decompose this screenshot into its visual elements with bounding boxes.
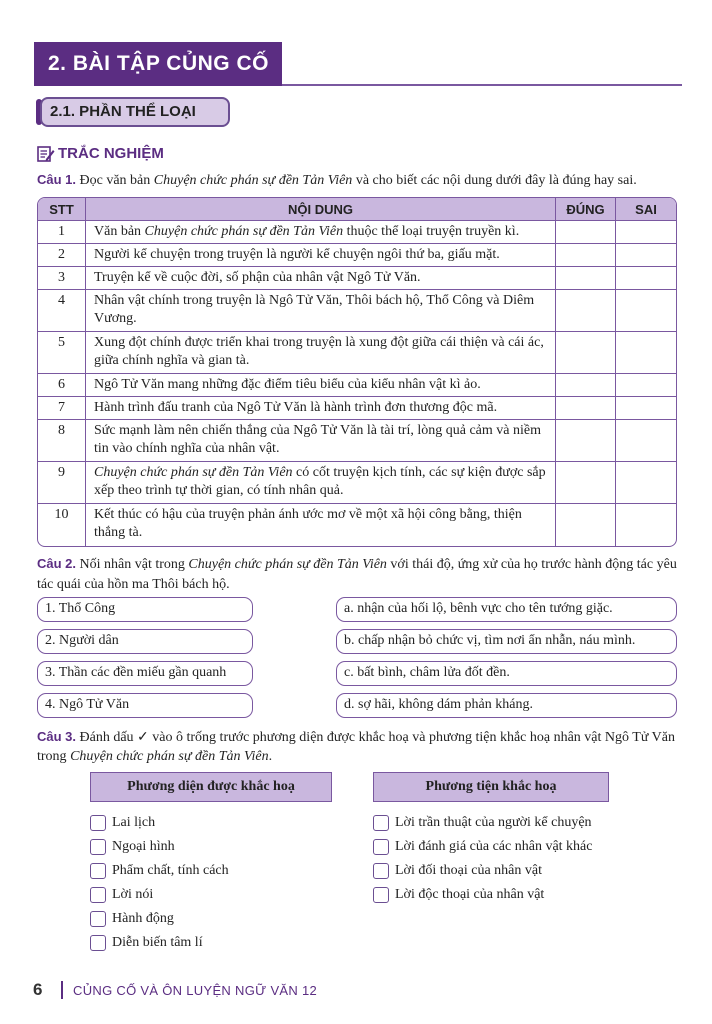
match-right-a[interactable]: a. nhận của hối lộ, bênh vực cho tên tướng giặc.: [336, 597, 677, 622]
table-row: [38, 374, 676, 397]
table-row: [38, 267, 676, 290]
book-title: CỦNG CỐ VÀ ÔN LUYỆN NGỮ VĂN 12: [73, 983, 318, 998]
row-number: 8: [38, 420, 86, 462]
row-content: [86, 221, 556, 244]
content-text: Truyện kể về cuộc đời, số phận của nhân vật Ngô Tử Văn.: [94, 270, 421, 285]
question-3-text-end: .: [268, 749, 273, 764]
table-row: [38, 221, 676, 244]
row-content: [86, 267, 556, 290]
row-number: 4: [38, 290, 86, 332]
means-options: [373, 811, 673, 907]
header-true: ĐÚNG: [556, 198, 616, 221]
option-label: Phẩm chất, tính cách: [112, 863, 229, 878]
content-title: Chuyện chức phán sự đền Tản Viên: [94, 465, 293, 480]
section-rule: [282, 84, 682, 86]
question-2-text: Nối nhân vật trong: [79, 557, 189, 572]
means-header: Phương tiện khắc hoạ: [373, 772, 609, 802]
content-title: Chuyện chức phán sự đền Tản Viên: [144, 224, 344, 239]
match-right-b[interactable]: b. chấp nhận bỏ chức vị, tìm nơi ẩn nhẫn, náu mình.: [336, 629, 677, 654]
row-content: [86, 420, 556, 462]
false-cell[interactable]: [616, 244, 676, 267]
footer-divider: [61, 981, 63, 999]
row-number: 3: [38, 267, 86, 290]
true-cell[interactable]: [556, 267, 616, 290]
row-content: [86, 374, 556, 397]
header-content: NỘI DUNG: [86, 198, 556, 221]
question-3: [37, 727, 682, 766]
question-1-title: Chuyện chức phán sự đền Tản Viên: [153, 173, 353, 188]
row-content: [86, 504, 556, 546]
row-number: 6: [38, 374, 86, 397]
checkbox[interactable]: [90, 839, 106, 855]
question-1: [37, 170, 682, 190]
means-option-3[interactable]: [373, 859, 673, 883]
table-row: [38, 420, 676, 462]
checkbox[interactable]: [90, 911, 106, 927]
true-cell[interactable]: [556, 221, 616, 244]
false-cell[interactable]: [616, 290, 676, 332]
header-stt: STT: [38, 198, 86, 221]
match-left-3[interactable]: 3. Thần các đền miếu gần quanh: [37, 661, 253, 686]
true-cell[interactable]: [556, 420, 616, 462]
true-false-table: [37, 197, 677, 547]
pencil-note-icon: [37, 145, 55, 163]
aspect-option-5[interactable]: [90, 907, 330, 931]
means-option-1[interactable]: [373, 811, 673, 835]
content-text: Người kể chuyện trong truyện là người kể chuyện ngôi thứ ba, giấu mặt.: [94, 247, 500, 262]
true-cell[interactable]: [556, 462, 616, 504]
match-right-c[interactable]: c. bất bình, châm lửa đốt đền.: [336, 661, 677, 686]
means-option-2[interactable]: [373, 835, 673, 859]
match-right-d[interactable]: d. sợ hãi, không dám phản kháng.: [336, 693, 677, 718]
table-row: [38, 504, 676, 546]
option-label: Lời nói: [112, 887, 154, 902]
question-2-text-end: với thái độ, ứng xử của họ trước hành động tác yêu tác quái của hồn ma Thôi bách hộ.: [37, 557, 677, 592]
row-number: 5: [38, 332, 86, 374]
match-left-1[interactable]: 1. Thổ Công: [37, 597, 253, 622]
question-3-label: Câu 3.: [37, 729, 77, 744]
option-label: Diễn biến tâm lí: [112, 935, 203, 950]
aspect-option-2[interactable]: [90, 835, 330, 859]
false-cell[interactable]: [616, 374, 676, 397]
question-3-text: Đánh dấu ✓ vào ô trống trước phương diện được khắc hoạ và phương tiện khắc hoạ nhân vật Ngô Tử Văn trong: [37, 730, 675, 764]
match-left-2[interactable]: 2. Người dân: [37, 629, 253, 654]
means-option-4[interactable]: [373, 883, 673, 907]
true-cell[interactable]: [556, 504, 616, 546]
false-cell[interactable]: [616, 221, 676, 244]
question-2-label: Câu 2.: [37, 556, 77, 571]
content-text: Xung đột chính được triển khai trong truyện là xung đột giữa cái thiện và cái ác, giữa chính nghĩa và gian tà.: [94, 335, 544, 368]
question-2: [37, 554, 682, 595]
row-number: 9: [38, 462, 86, 504]
section-title: 2. BÀI TẬP CỦNG CỐ: [34, 42, 282, 86]
false-cell[interactable]: [616, 420, 676, 462]
option-label: Lời độc thoại của nhân vật: [395, 887, 545, 902]
false-cell[interactable]: [616, 397, 676, 420]
question-2-title: Chuyện chức phán sự đền Tản Viên: [188, 557, 387, 572]
option-label: Lời đánh giá của các nhân vật khác: [395, 839, 593, 854]
true-cell[interactable]: [556, 244, 616, 267]
question-1-text-end: và cho biết các nội dung dưới đây là đúng hay sai.: [352, 173, 637, 188]
false-cell[interactable]: [616, 504, 676, 546]
option-label: Lai lịch: [112, 815, 156, 830]
content-text-end: thuộc thể loại truyện truyền kì.: [343, 224, 520, 239]
checkbox[interactable]: [90, 887, 106, 903]
false-cell[interactable]: [616, 267, 676, 290]
checkbox[interactable]: [90, 815, 106, 831]
row-content: [86, 290, 556, 332]
content-text: Văn bản: [94, 224, 145, 239]
table-row: [38, 244, 676, 267]
header-false: SAI: [616, 198, 676, 221]
checkbox[interactable]: [373, 887, 389, 903]
checkbox[interactable]: [373, 863, 389, 879]
false-cell[interactable]: [616, 332, 676, 374]
row-content: [86, 244, 556, 267]
false-cell[interactable]: [616, 462, 676, 504]
option-label: Lời đối thoại của nhân vật: [395, 863, 542, 878]
subsection-title: 2.1. PHẦN THỂ LOẠI: [40, 97, 230, 127]
aspect-option-4[interactable]: [90, 883, 330, 907]
content-text: Ngô Tử Văn mang những đặc điểm tiêu biểu của kiểu nhân vật kì ảo.: [94, 377, 481, 392]
aspect-options: [90, 811, 330, 955]
question-1-text: Đọc văn bản: [79, 173, 154, 188]
option-label: Hành động: [112, 911, 174, 926]
row-content: [86, 397, 556, 420]
row-number: 7: [38, 397, 86, 420]
aspect-option-3[interactable]: [90, 859, 330, 883]
content-text: Kết thúc có hậu của truyện phản ánh ước mơ về một xã hội công bằng, thiện thắng tà.: [94, 507, 522, 540]
row-content: [86, 462, 556, 504]
table-row: [38, 290, 676, 332]
row-content: [86, 332, 556, 374]
option-label: Lời trần thuật của người kể chuyện: [395, 815, 592, 830]
aspect-header: Phương diện được khắc hoạ: [90, 772, 332, 802]
table-row: [38, 462, 676, 504]
question-1-label: Câu 1.: [37, 172, 77, 187]
true-cell[interactable]: [556, 332, 616, 374]
row-number: 1: [38, 221, 86, 244]
table-row: [38, 332, 676, 374]
checkbox[interactable]: [373, 815, 389, 831]
page-number: 6: [33, 980, 43, 999]
aspect-option-6[interactable]: [90, 931, 330, 955]
checkbox[interactable]: [90, 863, 106, 879]
true-cell[interactable]: [556, 374, 616, 397]
table-row: [38, 397, 676, 420]
content-text: Nhân vật chính trong truyện là Ngô Tử Văn, Thôi bách hộ, Thổ Công và Diêm Vương.: [94, 293, 535, 326]
row-number: 2: [38, 244, 86, 267]
option-label: Ngoại hình: [112, 839, 175, 854]
checkbox[interactable]: [373, 839, 389, 855]
row-number: 10: [38, 504, 86, 546]
match-left-4[interactable]: 4. Ngô Tử Văn: [37, 693, 253, 718]
content-text-end: có cốt truyện kịch tính, các sự kiện được sắp xếp theo trình tự thời gian, có tính nhân quả.: [94, 465, 546, 498]
checkbox[interactable]: [90, 935, 106, 951]
aspect-option-1[interactable]: [90, 811, 330, 835]
content-text: Hành trình đấu tranh của Ngô Tử Văn là hành trình đơn thương độc mã.: [94, 400, 498, 415]
question-3-title: Chuyện chức phán sự đền Tản Viên: [70, 749, 269, 764]
part-label: TRẮC NGHIỆM: [58, 145, 164, 162]
true-cell[interactable]: [556, 290, 616, 332]
content-text: Sức mạnh làm nên chiến thắng của Ngô Tử Văn là tài trí, lòng quả cảm và niềm tin vào chính nghĩa của nhân vật.: [94, 423, 541, 456]
true-cell[interactable]: [556, 397, 616, 420]
